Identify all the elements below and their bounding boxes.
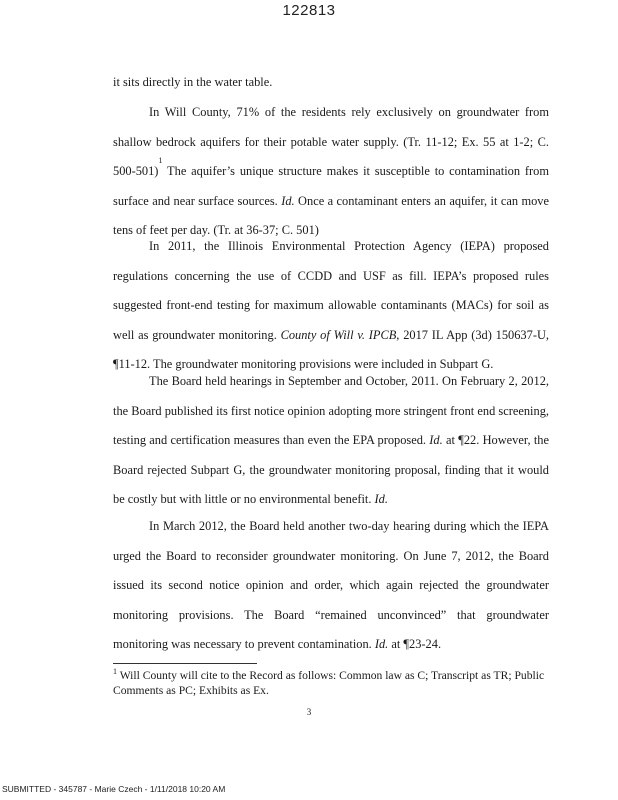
paragraph-text: at ¶23-24. <box>388 637 442 651</box>
paragraph-will-county <box>113 98 549 246</box>
paragraph-text: The Board held hearings in September and October, 2011. On February 2, 2012, the Board published its first notice opinion adopting more stringent front end screening, testing and certification measures than even the EPA proposed. <box>113 374 549 447</box>
paragraph-text: In March 2012, the Board held another two-day hearing during which the IEPA urged the Board to reconsider groundwater monitoring. On June 7, 2012, the Board issued its second notice opinion and order, which again rejected the groundwater monitoring provisions. The Board “remained unconvinced” that groundwater monitoring was necessary to prevent contamination. <box>113 519 549 651</box>
paragraph-text: Once a contaminant enters an aquifer, it can move tens of feet per day. (Tr. at 36-37; C. 501) <box>113 193 549 237</box>
paragraph-text: it sits directly in the water table. <box>113 75 273 89</box>
paragraph-march-2012 <box>113 512 549 660</box>
citation-id: Id. <box>374 637 389 651</box>
footnote-divider <box>113 663 257 664</box>
paragraph-text: In Will County, 71% of the residents rely exclusively on groundwater from shallow bedrock aquifers for their potable water supply. (Tr. 11-12; Ex. 55 at 1-2; C. 500-501) <box>113 105 549 178</box>
paragraph-text: 2017 IL App (3d) 150637-U, ¶11-12. The groundwater monitoring provisions were included in Subpart G. <box>113 327 549 371</box>
footnote <box>113 668 549 698</box>
paragraph-board-hearings <box>113 367 549 515</box>
paragraph-text: In 2011, the Illinois Environmental Protection Agency (IEPA) proposed regulations concerning the use of CCDD and USF as fill. IEPA’s proposed rules suggested front-end testing for maximum allowable contaminants (MACs) for soil as well as groundwater monitoring. <box>113 239 549 342</box>
footnote-reference: 1 <box>158 156 163 165</box>
paragraph-continuation <box>113 68 549 98</box>
paragraph-text: at ¶22. However, the Board rejected Subpart G, the groundwater monitoring proposal, finding that it would be costly but with little or no environmental benefit. <box>113 433 549 506</box>
page-number: 3 <box>306 707 312 717</box>
citation-id: Id. <box>429 433 443 447</box>
paragraph-iepa-2011 <box>113 232 549 380</box>
citation-id: Id. <box>374 492 388 506</box>
citation-id: Id. <box>281 193 295 208</box>
submission-stamp: SUBMITTED - 345787 - Marie Czech - 1/11/2018 10:20 AM <box>2 784 226 794</box>
footnote-text: Will County will cite to the Record as follows: Common law as C; Transcript as TR; Public Comments as PC; Exhibits as Ex. <box>113 669 545 697</box>
footnote-marker: 1 <box>113 667 117 676</box>
case-citation: County of Will v. IPCB, <box>280 327 400 342</box>
paragraph-text: The aquifer’s unique structure makes it susceptible to contamination from surface and near surface sources. <box>113 164 549 208</box>
filing-number-stamp: 122813 <box>282 2 336 19</box>
